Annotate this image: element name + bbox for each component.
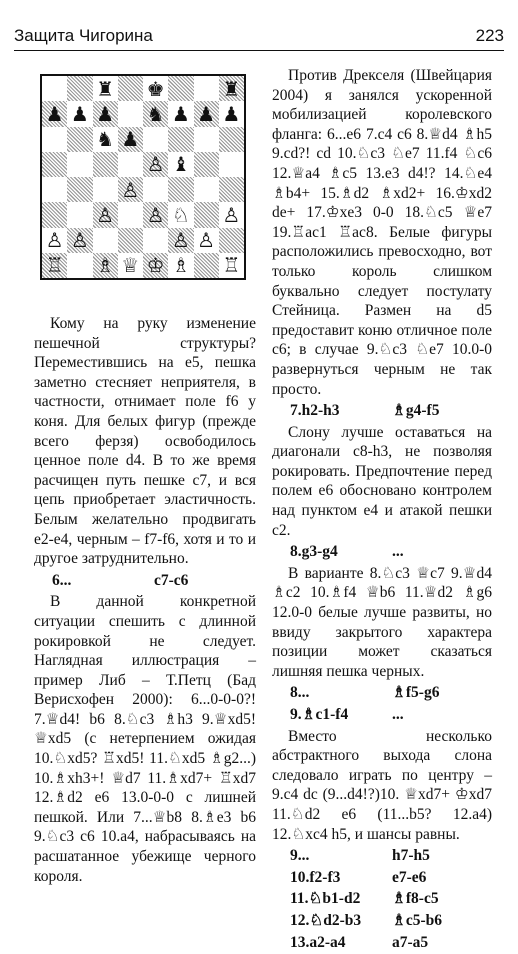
black-move: h7-h5: [392, 847, 430, 865]
right-paragraph-4: Вместо несколько абстрактного выхода слона следовало играть по центру – 9.с4 dc (9...d4!?)10. ♕xd7+ ♔xd7 11.♘d2 е6 (11...b5? 12.а4) 12.♘xc4 h5, и шансы равны.: [272, 727, 492, 843]
board-square: [168, 177, 193, 202]
move-line: [272, 933, 492, 953]
page-number: 223: [475, 26, 504, 45]
white-move: 8...: [290, 684, 310, 702]
left-paragraph-1: Кому на руку изменение пешечной структуры? Переместившись на е5, пешка заметно стесняет неприятеля, в частности, отнимает поле f6 у коня. Для белых фигур (прежде всего ферзя) освободилось ценное поле d4. В то же время расчищен путь пешке с7, и вся цепь приобретает эластичность. Белым желательно продвигать е2-е4, черным – f7-f6, хотя и то и другое затруднительно.: [34, 315, 256, 568]
board-square: [67, 127, 92, 152]
right-paragraph-2: Слону лучше оставаться на диагонали с8-h3, не позволяя рокировать. Предпочтение перед полем е6 обосновано контролем над пунктом е4 и атакой пешки с2.: [272, 423, 492, 539]
board-square: [219, 177, 244, 202]
board-square: ♗: [171, 253, 190, 278]
left-column: [34, 66, 256, 886]
black-move: с7-с6: [154, 571, 189, 589]
board-square: ♟: [118, 127, 143, 152]
right-paragraph-1: Против Дрекселя (Швейцария 2004) я занялся ускоренной мобилизацией королевского фланга: 6...е6 7.с4 с6 8.♕d4 ♗h5 9.cd?! cd 10.♘c3 ♘e7 11.f4 ♘c6 12.♕a4 ♗c5 13.e3 d4!? 14.♘e4 ♗b4+ 15.♗d2 ♗xd2+ 16.♔xd2 de+ 17.♔xe3 0-0 18.♘c5 ♕e7 19.♖ac1 ♖ac8. Белые фигуры расположились превосходно, вот только король слишком буквально следует постулату Стейница. Размен на d5 предоставит коню отличное поле с6; в случае 9.♘c3 ♘e7 10.0-0 развернуться черным не так просто.: [272, 67, 492, 398]
white-move: 10.f2-f3: [290, 868, 341, 886]
board-square: ♔: [143, 253, 168, 278]
right-column: [272, 66, 492, 954]
header-rule: [14, 50, 504, 51]
board-square: [219, 228, 244, 253]
board-square: ♚: [146, 76, 165, 101]
board-square: [143, 177, 168, 202]
black-move: ♗f5-g6: [392, 684, 440, 702]
board-square: [67, 253, 92, 278]
move-line: [272, 889, 492, 909]
board-square: ♙: [45, 228, 64, 253]
board-square: ♙: [93, 202, 118, 227]
board-square: ♝: [171, 152, 190, 177]
black-move: ♗f8-c5: [392, 890, 439, 908]
board-square: ♙: [197, 228, 216, 253]
board-square: [143, 228, 168, 253]
board-square: ♕: [121, 253, 140, 278]
board-square: ♙: [143, 202, 168, 227]
board-square: [194, 152, 219, 177]
board-square: [118, 202, 143, 227]
white-move: 8.g3-g4: [290, 543, 338, 561]
board-square: [42, 127, 67, 152]
board-square: [93, 228, 118, 253]
board-square: ♘: [171, 202, 190, 227]
move-line: [272, 911, 492, 931]
board-square: [42, 177, 67, 202]
black-move: ♗g4-f5: [392, 402, 440, 420]
white-move: 13.a2-a4: [290, 933, 346, 951]
board-square: [118, 152, 143, 177]
board-square: [93, 177, 118, 202]
board-square: ♟: [93, 101, 118, 126]
move-line: [272, 683, 492, 703]
board-square: ♟: [222, 101, 241, 126]
board-square: [42, 76, 67, 101]
board-square: ♙: [67, 228, 92, 253]
board-square: ♞: [96, 127, 115, 152]
board-square: [194, 127, 219, 152]
board-square: [219, 127, 244, 152]
board-square: [194, 202, 219, 227]
board-square: ♙: [222, 202, 241, 227]
board-square: ♙: [168, 228, 193, 253]
move-line: [272, 401, 492, 421]
board-square: ♙: [118, 177, 143, 202]
white-move: 11.♘b1-d2: [290, 890, 361, 908]
board-square: [143, 127, 168, 152]
board-square: ♖: [222, 253, 241, 278]
board-square: ♗: [93, 253, 118, 278]
board-square: [219, 152, 244, 177]
board-square: ♖: [42, 253, 67, 278]
board-square: [67, 152, 92, 177]
page-header: [14, 22, 504, 48]
move-line: [272, 542, 492, 562]
move-line: [272, 846, 492, 866]
white-move: 9...: [290, 847, 310, 865]
black-move: ...: [392, 543, 404, 561]
board-square: [118, 76, 143, 101]
board-square: [118, 101, 143, 126]
board-square: [168, 76, 193, 101]
board-square: ♟: [171, 101, 190, 126]
right-paragraph-3: В варианте 8.♘c3 ♕c7 9.♕d4 ♗c2 10.♗f4 ♕b6 11.♕d2 ♗g6 12.0-0 белые лучше развиты, но ввиду закрытого характера позиции может сказаться лишняя пешка черных.: [272, 564, 492, 680]
board-square: [93, 152, 118, 177]
board-square: [194, 177, 219, 202]
move-line: [272, 705, 492, 725]
white-move: 6...: [52, 571, 72, 589]
white-move: 12.♘d2-b3: [290, 911, 362, 929]
white-move: 9.♗c1-f4: [290, 706, 349, 723]
black-move: е7-е6: [392, 868, 427, 886]
black-move: ...: [392, 706, 404, 723]
left-paragraph-2: В данной конкретной ситуации спешить с длинной рокировкой не следует. Наглядная иллюстрация – пример Либ – Т.Петц (Бад Верисхофен 2000): 6...0-0-0?! 7.♕d4! b6 8.♘c3 ♗h3 9.♕xd5! ♕xd5 (с нетерпением ожидая 10.♘xd5? ♖xd5! 11.♘xd5 ♗g2...) 10.♗xh3+! ♕d7 11.♗xd7+ ♖xd7 12.♗d2 е6 13.0-0-0 с лишней пешкой. Или 7...♕b8 8.♗e3 b6 9.♘c3 с6 10.а4, набрасываясь на расшатанное убежище черного короля.: [34, 593, 256, 885]
board-square: [194, 253, 219, 278]
running-title: Защита Чигорина: [14, 26, 153, 45]
board-square: [194, 76, 219, 101]
white-move: 7.h2-h3: [290, 402, 340, 420]
board-square: ♞: [143, 101, 168, 126]
black-move: a7-a5: [392, 933, 429, 951]
board-square: [42, 152, 67, 177]
board-square: [67, 202, 92, 227]
board-square: [118, 228, 143, 253]
chess-diagram: [40, 74, 246, 280]
move-line: [272, 868, 492, 888]
board-square: ♙: [143, 152, 168, 177]
board-square: [42, 202, 67, 227]
board-square: ♜: [96, 76, 115, 101]
board-square: [67, 76, 92, 101]
chess-board: [42, 76, 244, 278]
board-square: ♟: [42, 101, 67, 126]
board-square: ♟: [70, 101, 89, 126]
move-line: [34, 571, 256, 591]
board-square: [67, 177, 92, 202]
board-square: [168, 127, 193, 152]
board-square: ♜: [219, 76, 244, 101]
board-square: ♟: [194, 101, 219, 126]
black-move: ♗c5-b6: [392, 911, 443, 929]
